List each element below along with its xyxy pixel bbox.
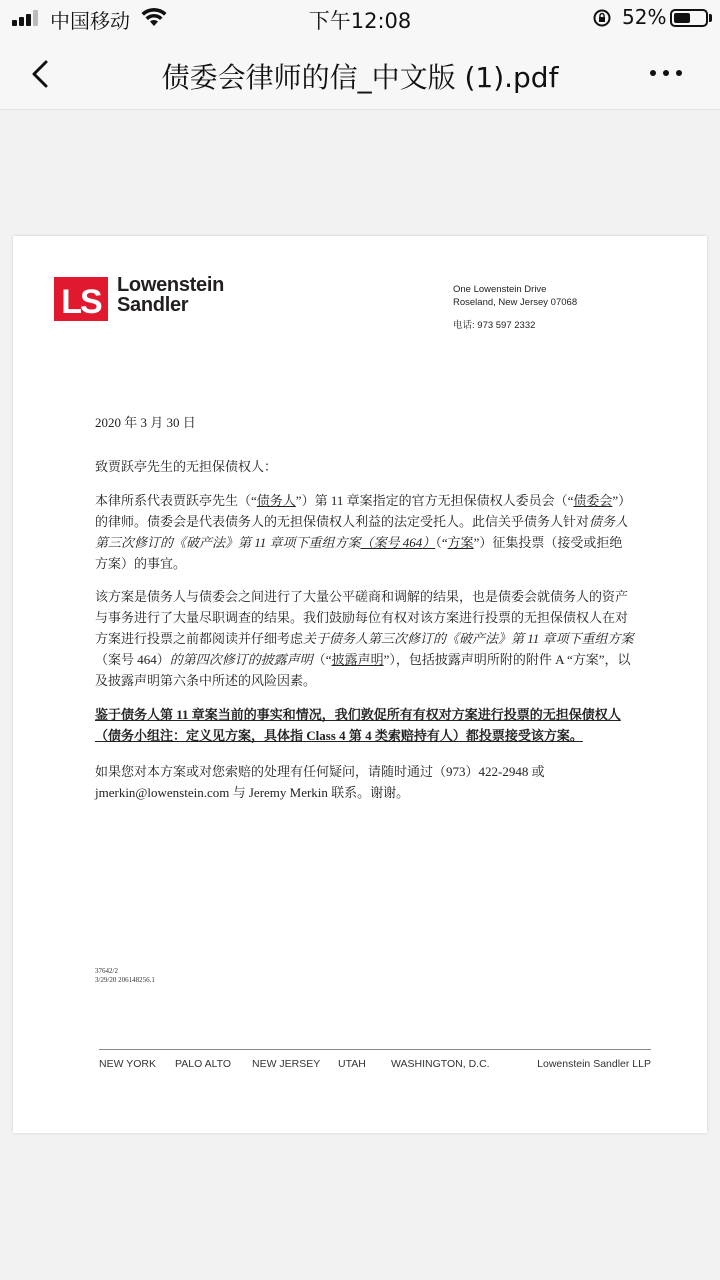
p1-term-committee: 债委会: [573, 493, 613, 508]
p1-text: 本律所系代表贾跃亭先生（“: [95, 493, 257, 508]
footer-office: NEW JERSEY: [252, 1058, 321, 1070]
more-horizontal-icon: [650, 70, 656, 76]
firm-phone: [453, 317, 535, 331]
firm-logo-mark: [54, 277, 108, 321]
letter-salutation: 致贾跃亭先生的无担保债权人：: [95, 459, 278, 474]
p2-term-disclosure: 披露声明: [331, 652, 384, 667]
battery-icon: [670, 9, 708, 27]
p2-statement-title: 的第四次修订的披露声明: [169, 652, 313, 667]
paragraph-1: [95, 490, 635, 574]
back-button[interactable]: [24, 54, 64, 94]
p1-text: ”）第 11 章案指定的官方无担保债权人委员会（“: [295, 493, 574, 508]
footer-office: PALO ALTO: [175, 1058, 232, 1070]
p1-term-plan: 方案: [447, 535, 474, 550]
nav-bar: [0, 36, 720, 110]
more-dot: [676, 70, 682, 76]
p2-text: 该方案是债务人与债委会之间进行了大量公平磋商和调解的结果，也是债委会就债务人的资产与事务进行了大量尽职调查的结果。我们鼓励每位有权对该方案进行投票的无担保债权人在对方案进行投票之前都阅读并仔细考虑: [95, 589, 629, 646]
footer-divider: [99, 1049, 651, 1050]
battery-percent: 52%: [622, 5, 667, 29]
p2-plan-title: 关于债务人第三次修订的《破产法》第 11 章项下重组方案: [303, 631, 634, 646]
p2-text: （“: [312, 652, 332, 667]
firm-address: [453, 283, 577, 309]
more-button[interactable]: [640, 58, 690, 88]
status-bar: [0, 0, 720, 36]
docid-line-2: 3/29/20 206148256.1: [95, 976, 155, 984]
phone-value: 973 597 2332: [477, 320, 536, 331]
pdf-page[interactable]: [13, 236, 707, 1133]
docid-line-1: 37642/2: [95, 967, 118, 975]
chevron-left-icon: [24, 54, 64, 94]
p1-plan-title: 债务人第三次修订的《破产法》第 11 章项下重组方案: [95, 514, 629, 550]
address-line-1: One Lowenstein Drive: [453, 284, 547, 295]
logo-line-1: Lowenstein: [117, 274, 225, 296]
rotation-lock-icon: [592, 8, 612, 28]
p1-docket: （案号 464）: [360, 535, 436, 550]
letter-date: 2020 年 3 月 30 日: [95, 415, 196, 430]
clock: 下午12:08: [308, 9, 412, 33]
logo-line-2: Sandler: [117, 294, 189, 316]
more-dot: [663, 70, 669, 76]
footer-office: WASHINGTON, D.C.: [391, 1058, 490, 1070]
p1-text: ”）征集投票（接受或拒绝方案）的事宜。: [95, 535, 623, 571]
logo-mark-text: LS: [61, 283, 101, 321]
p2-docket: （案号 464）: [95, 652, 170, 667]
footer-office: UTAH: [338, 1058, 366, 1070]
phone-label: 电话:: [453, 320, 475, 331]
footer-firm-name: Lowenstein Sandler LLP: [537, 1058, 651, 1070]
p1-term-debtor: 债务人: [256, 493, 296, 508]
battery-tip: [709, 14, 712, 22]
p2-text: ”），包括披露声明所附的附件 A “方案”，以及披露声明第六条中所述的风险因素。: [95, 652, 631, 688]
paragraph-3-recommendation: 鉴于债务人第 11 章案当前的事实和情况，我们敦促所有有权对方案进行投票的无担保债权人（债务小组注：定义见方案，具体指 Class 4 第 4 类索赔持有人）都投票接受该方案。: [95, 707, 621, 743]
battery-level: [674, 13, 690, 23]
document-id: [95, 967, 155, 985]
document-title: 债委会律师的信_中文版 (1).pdf: [161, 61, 559, 94]
paragraph-4-contact: 如果您对本方案或对您索赔的处理有任何疑问，请随时通过（973）422-2948 或 jmerkin@lowenstein.com 与 Jeremy Merkin 联系。谢谢。: [95, 764, 545, 800]
p1-text: ”）的律师。债委会是代表债务人的无担保债权人利益的法定受托人。此信关乎债务人针对: [95, 493, 632, 529]
carrier-name: 中国移动: [50, 9, 130, 33]
paragraph-2: [95, 586, 635, 691]
p1-text: （“: [435, 535, 448, 550]
firm-logo-text: [117, 275, 224, 315]
address-line-2: Roseland, New Jersey 07068: [453, 297, 578, 308]
footer-office: NEW YORK: [99, 1058, 156, 1070]
